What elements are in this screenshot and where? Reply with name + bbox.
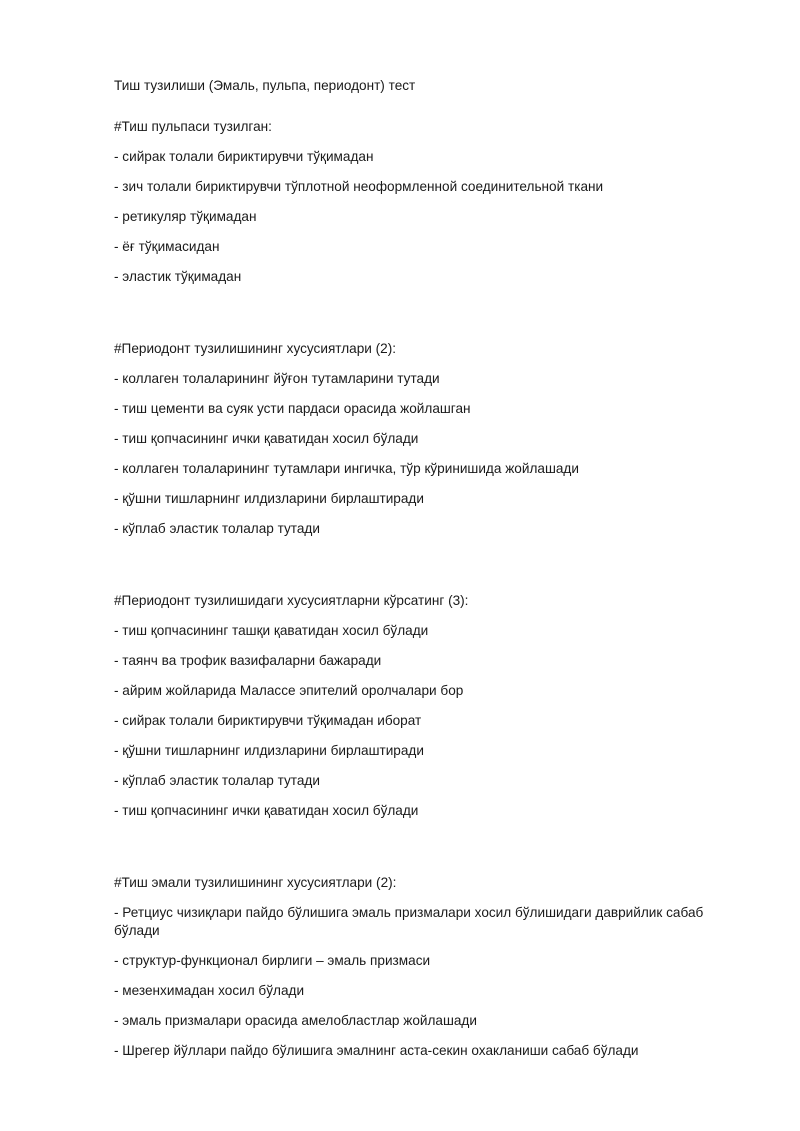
answer-option: - ёғ тўқимасидан	[114, 239, 220, 254]
answer-option: - айрим жойларида Малассе эпителий оролчалари бор	[114, 683, 464, 698]
answer-option: - қўшни тишларнинг илдизларини бирлаштиради	[114, 743, 424, 758]
answer-option: - сийрак толали бириктирувчи тўқимадан иборат	[114, 713, 422, 728]
question-text: #Периодонт тузилишининг хусусиятлари (2):	[114, 341, 397, 356]
question-section	[114, 118, 714, 286]
answer-option: - таянч ва трофик вазифаларни бажаради	[114, 653, 382, 668]
answer-option: - кўплаб эластик толалар тутади	[114, 773, 320, 788]
answer-option: - эмаль призмалари орасида амелобластлар жойлашади	[114, 1013, 477, 1028]
answer-option: - қўшни тишларнинг илдизларини бирлаштиради	[114, 491, 424, 506]
answer-option: - Шрегер йўллари пайдо бўлишига эмалнинг аста-секин охакланиши сабаб бўлади	[114, 1043, 639, 1058]
question-section	[114, 340, 714, 538]
answer-option: - сийрак толали бириктирувчи тўқимадан	[114, 149, 374, 164]
document-content	[114, 77, 714, 1072]
answer-option: - тиш қопчасининг ички қаватидан хосил бўлади	[114, 803, 419, 818]
answer-option: - тиш қопчасининг ички қаватидан хосил бўлади	[114, 431, 419, 446]
question-text: #Периодонт тузилишидаги хусусиятларни кўрсатинг (3):	[114, 593, 469, 608]
answer-option: - структур-функционал бирлиги – эмаль призмаси	[114, 953, 431, 968]
answer-option: - тиш қопчасининг ташқи қаватидан хосил бўлади	[114, 623, 429, 638]
answer-option: - кўплаб эластик толалар тутади	[114, 521, 320, 536]
document-title: Тиш тузилиши (Эмаль, пульпа, периодонт) тест	[114, 78, 416, 93]
answer-option: - тиш цементи ва суяк усти пардаси орасида жойлашган	[114, 401, 471, 416]
answer-option: - зич толали бириктирувчи тўплотной неоформленной соединительной ткани	[114, 179, 604, 194]
answer-option: - коллаген толаларининг йўғон тутамларини тутади	[114, 371, 440, 386]
answer-option: - эластик тўқимадан	[114, 269, 242, 284]
answer-option: - коллаген толаларининг тутамлари ингичка, тўр кўринишида жойлашади	[114, 461, 579, 476]
question-text: #Тиш эмали тузилишининг хусусиятлари (2):	[114, 875, 397, 890]
answer-option: - Ретциус чизиқлари пайдо бўлишига эмаль призмалари хосил бўлишидаги даврийлик сабаб бўлади	[114, 905, 704, 938]
question-section	[114, 874, 714, 1060]
question-section	[114, 592, 714, 820]
answer-option: - ретикуляр тўқимадан	[114, 209, 257, 224]
answer-option: - мезенхимадан хосил бўлади	[114, 983, 305, 998]
question-text: #Тиш пульпаси тузилган:	[114, 119, 272, 134]
